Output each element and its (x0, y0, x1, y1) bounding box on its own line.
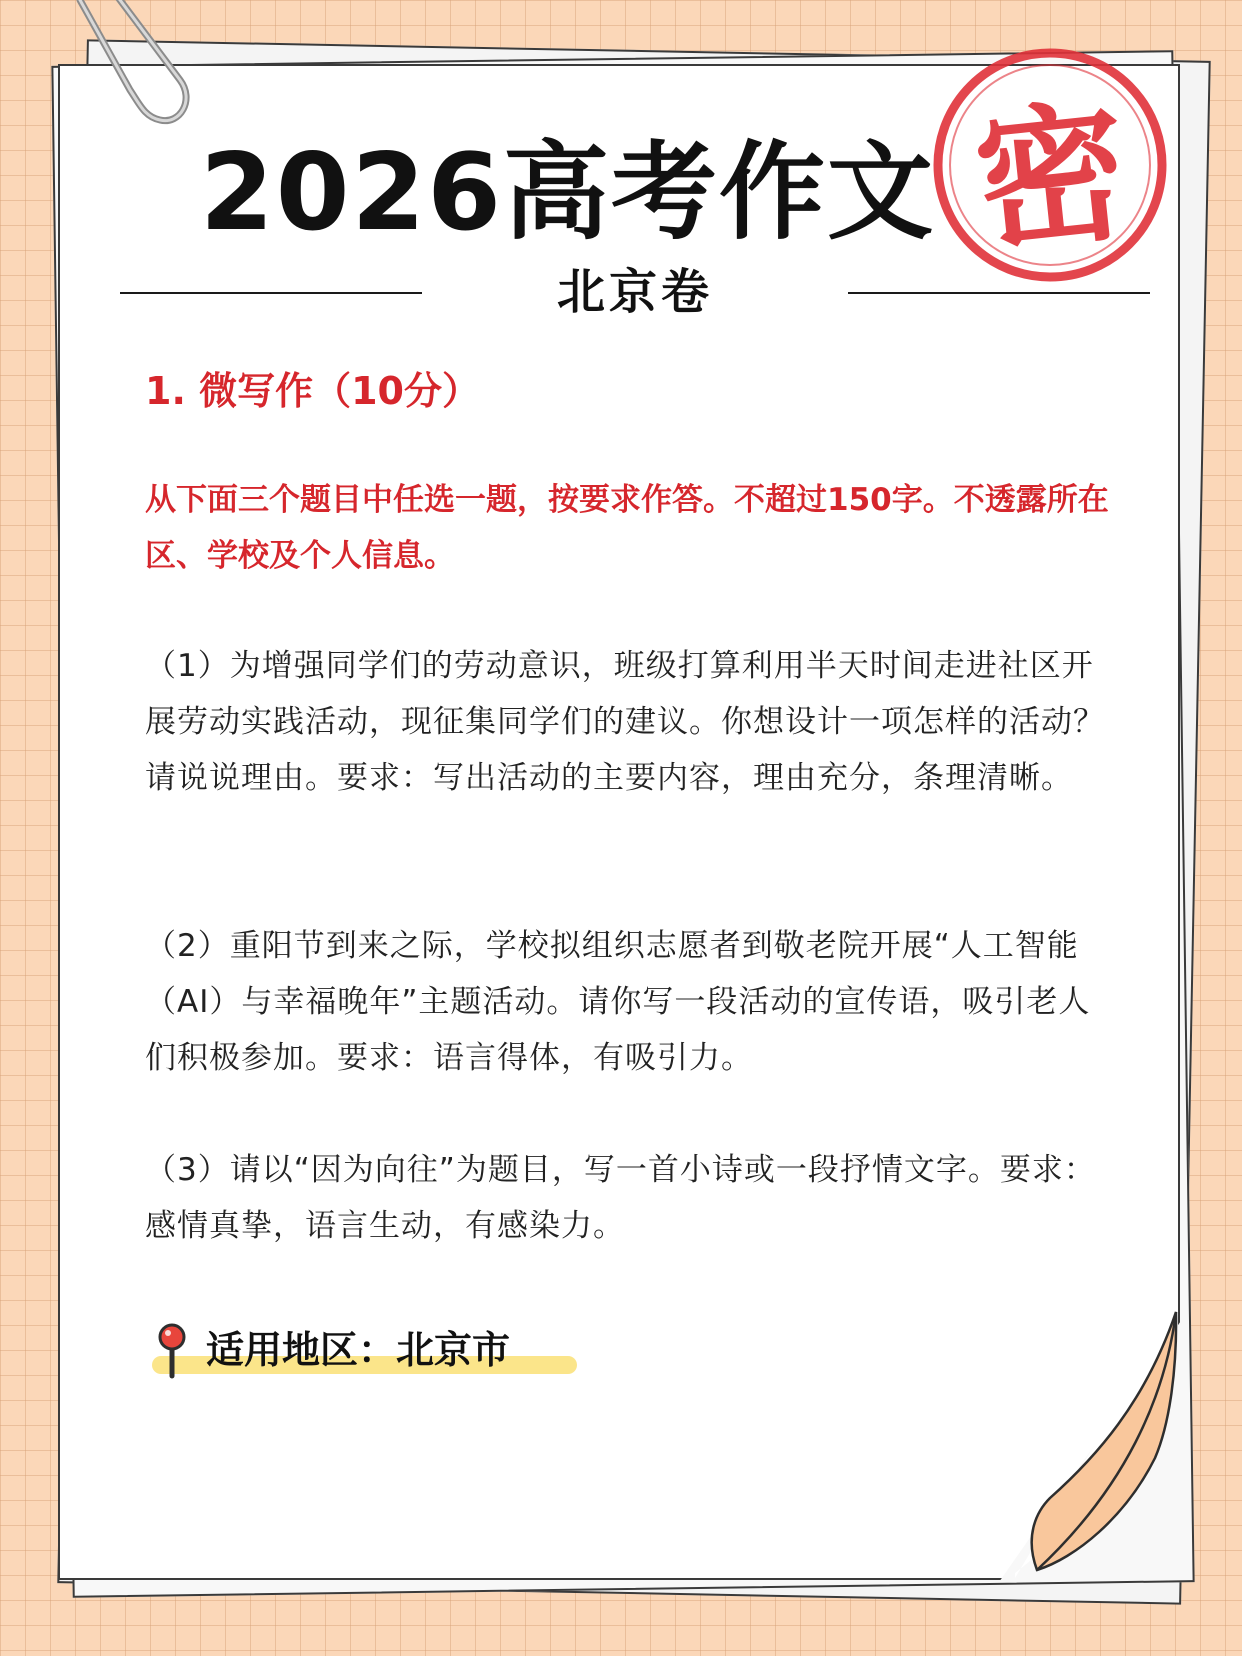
region-text: 适用地区：北京市 (206, 1328, 511, 1372)
question-item-3: （3）请以“因为向往”为题目，写一首小诗或一段抒情文字。要求：感情真挚，语言生动，有感染力。 (145, 1152, 1096, 1244)
question-item-1: （1）为增强同学们的劳动意识，班级打算利用半天时间走进社区开展劳动实践活动，现征集同学们的建议。你想设计一项怎样的活动？请说说理由。要求：写出活动的主要内容，理由充分，条理清晰。 (145, 648, 1105, 796)
page-title: 2026高考作文 (200, 131, 936, 254)
question-item-2: （2）重阳节到来之际，学校拟组织志愿者到敬老院开展“人工智能（AI）与幸福晚年”主题活动。请你写一段活动的宣传语，吸引老人们积极参加。要求：语言得体，有吸引力。 (145, 928, 1091, 1076)
divider-left (120, 292, 422, 294)
confidential-stamp (925, 40, 1175, 290)
section-title: 1. 微写作（10分） (145, 369, 480, 413)
stamp-character: 密 (967, 82, 1136, 274)
subtitle: 北京卷 (556, 264, 713, 320)
instruction-text: 从下面三个题目中任选一题，按要求作答。不超过150字。不透露所在区、学校及个人信息。 (145, 482, 1109, 574)
divider-right (848, 292, 1150, 294)
pin-icon (152, 1320, 192, 1380)
subtitle-row (120, 262, 1150, 322)
region-label (152, 1320, 510, 1380)
paperclip-icon (70, 0, 210, 150)
